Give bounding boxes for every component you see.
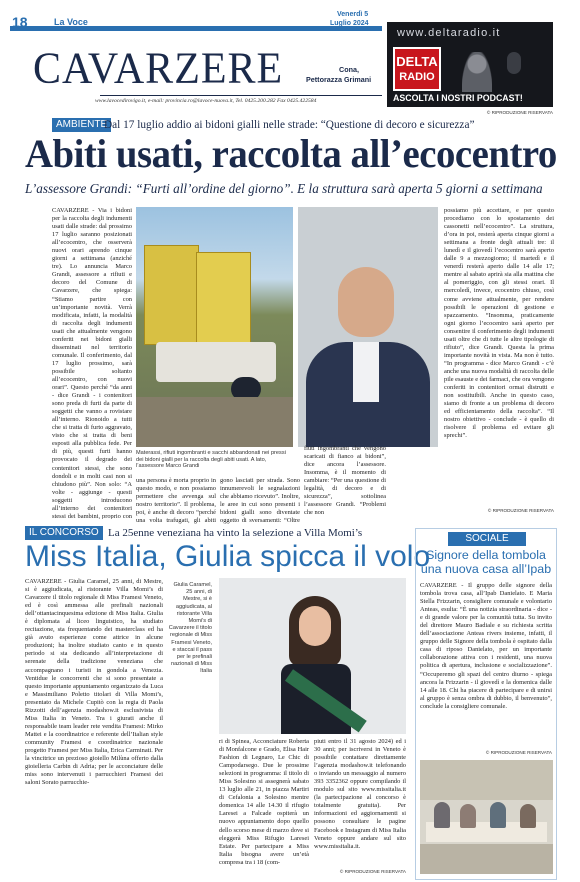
article2-copyright: © RIPRODUZIONE RISERVATA bbox=[339, 869, 406, 874]
town-name: CAVARZERE bbox=[33, 44, 284, 94]
tombola-photo bbox=[420, 760, 553, 874]
ad-credit: © RIPRODUZIONE RISERVATA bbox=[486, 110, 553, 115]
tombola-person-2 bbox=[460, 804, 476, 828]
tombola-wall bbox=[420, 760, 553, 800]
radio-ad[interactable] bbox=[387, 22, 553, 107]
article1-col2: una persona è morta proprio in questo modo, e non possiamo permettere che avvenga sul nostro territorio”. Il problema, poi, è anche di decoro “perché una volta trafugati, gli abiti bbox=[136, 477, 216, 525]
article2-tag: IL CONCORSO bbox=[25, 526, 103, 540]
person-silhouette-icon bbox=[462, 52, 492, 92]
tombola-person-4 bbox=[520, 804, 536, 828]
article1-kicker: Dal 17 luglio addio ai bidoni gialli nelle strade: “Questione di decoro e sicurezza” bbox=[104, 119, 475, 131]
miss-face bbox=[299, 606, 331, 646]
article3-copyright: © RIPRODUZIONE RISERVATA bbox=[485, 750, 552, 755]
article2-col1: CAVARZERE - Giulia Caramel, 25 anni, di Mestre, si è aggiudicata, al ristorante Villa Momi’s di Cavarzere il titolo regionale di Miss Framesi Veneto, ed è così ammessa alle prefinali nazionali dell’ottantacinquesima edizione di Miss Italia. Giulia è diplomata al liceo linguistico, ha studiato recitazione, sta frequentando dei masterclass ed ha già avuto esperienze come attrice in alcune produzioni; ha inoltre studiato canto e in questo periodo si sta dedicando all’interpretazione di serenate della tradizione veneziana che accompagnano i turisti in gondola a Venezia. Ventidue le concorrenti che si sono presentate a questo importante appuntamento organizzato da Luca e Massimiliano Poletto titolari di Villa Momi’s, presentato da Michele Cupitò con la regia di Paola Rizzotti dell’agenzia modashow.it esclusivista di Miss Italia in Veneto. Tra i giurati anche il responsabile team leader rete vendita Framesi: Mirko Mattei e la coordinatrice e referente dell’Italian style community Framesi e coordinatrice nazionale progetto Framesi per Miss Italia, Erica Carminati. Per la vincitrice un prezioso gioiello Milùna offerto dalla gioielleria Carbin di Adria; per le acconciature delle miss sono intervenuti i parrucchieri Framesi dei saloni Sorato parrucchie- bbox=[25, 578, 163, 787]
article3-tag: SOCIALE bbox=[448, 532, 526, 546]
assessor-head bbox=[338, 267, 394, 337]
article1-col1: CAVARZERE - Via i bidoni per la raccolta degli indumenti usati dalle strade: dal prossimo 17 luglio saranno posizionati all’ecocentro, che osserverà nuovi orari aprendo cinque giorni a settimana (anziché tre). Lo annuncia Marco Grandi, assessore a rifiuti e decoro del Comune di Cavarzere, che spiega: “Stiamo partire con un’importante novità. Verrà modificata, infatti, la modalità di raccolta degli indumenti usati che attualmente vengono conferiti nei bidoni gialli disseminati nel territorio comunale. Il conferimento, dal 17 luglio prossimo, sarà possibile soltanto all’ecocentro, con nuovi orari”. Questo perché “da anni - dice Grandi - i contenitori sono preda di furti da parte di soggetti che vanno a rovistare all’interno. Rionoido a tutti che si tratta di furto aggravato, visto che si tratta di beni esposti alla pubblica fede. Per di più, questi furti hanno provocato il degrado dei contenitori stessi, che sono dondoli e in molti casi non si chiudono più”. Non solo: “A volte - aggiunge - questi soggetti introducono all’interno dei contenitori stessi dei bambini, proprio con bbox=[52, 207, 132, 519]
tombola-person-3 bbox=[490, 802, 506, 828]
contacts-line: www.lavocedirovigo.it, e-mail: provincia.ro@lavoce-nuova.it, Tel. 0425.200.282 Fax 0425.422584 bbox=[95, 98, 317, 104]
date-month: Luglio 2024 bbox=[330, 20, 369, 27]
bins-photo-caption: Materassi, rifiuti ingombranti e sacchi abbandonati nei pressi dei bidoni gialli per la raccolta degli abiti usati. A lato, l’assessore Marco Grandi bbox=[136, 450, 286, 470]
assessor-shirt bbox=[353, 342, 379, 402]
delta-radio-logo: DELTA RADIO bbox=[393, 47, 441, 91]
assessor-photo bbox=[298, 207, 438, 447]
article2-title: Miss Italia, Giulia spicca il volo bbox=[25, 540, 431, 573]
article3-body: CAVARZERE - Il gruppo delle signore della tombola trova casa, all’Ipab Danielato. E Maria Stella Frizzarin, consigliere comunale e volontario Anteas, esulta: “È una notizia straordinaria - dice - e di grande valore per la comunità tutta. Su invito del direttore Mauro Badiale e su richiesta scritta dell’associazione Anteas rivers insieme, infatti, il gruppo delle Signore della tombola è ospitato dalla casa di riposo Danielato, per un importante collaborazione attiva con i residenti, una nuova politica di apertura, inclusione e socializzazione”. “Occuperemo gli spazi del centro diurno - spiega ancora la Frizzarin - il giovedì e la domenica dalle 14 alle 18. Chi ha piacere di partecipare e di unirsi al gruppo è senza ombra di dubbio, il benvenuto”, conclude la consigliere comunale. bbox=[420, 582, 552, 710]
miss-photo bbox=[219, 578, 406, 734]
article3-title: Signore della tombola una nuova casa all’Ipab bbox=[420, 548, 552, 577]
article1-copyright: © RIPRODUZIONE RISERVATA bbox=[487, 508, 554, 513]
article1-col4: fiuti ingombranti che vengono scaricati di fianco ai bidoni”, dice ancora l’assessore. Insomma, è il momento di cambiare: “Per una questione di legalità, di decoro e di sicurezza”, sottolinea l’assessore Grandi. “Problemi che non bbox=[304, 445, 386, 517]
date-day: Venerdì 5 bbox=[337, 11, 369, 18]
article2-col2: ri di Spinea, Acconciature Roberta di Monfalcone e Grado, Elisa Hair Fashion di Legnaro, Le Chic di Campodarsego. Due le prossime selezioni in programma: il titolo di Miss Solesino si assegnerà sabato 13 luglio alle 21, in piazza Martiri di Cefalonia a Solesino mentre domenica 14 alle 14.30 il rifugio Laresei a Falcade ospiterà un nuovo appuntamento dopo quello dello scorso mese di marzo dove si eleggerà Miss Rifugio Laresei Estate. Per partecipare a Miss Italia bisogna avere un’età compresa tra i 18 (com- bbox=[219, 738, 309, 866]
tombola-floor bbox=[420, 844, 553, 874]
article1-col5: possiamo più accettare, e per questo procediamo con lo spostamento dei cassonetti nell’ecocentro”. La struttura, d’ora in poi, resterà aperta cinque giorni a settimana a fronte degli attuali tre: il lunedì e il giovedì l’ecocentro sarà aperto dalle 9 a mezzogiorno; il martedì e il venerdì resterà aperto dalle 14 alle 17; mentre al sabato aprirà sia alla mattina che al pomeriggio, con gli stessi orari. Il mercoledì, invece, ecocentro chiuso, così come avviene attualmente, per rendere possibili le operazioni di gestione e spazzamento. “Insomma, praticamente ogni giorno l’ecocentro sarà aperto per consentire il conferimento degli indumenti usati oltre che di tutte le altre tipologie di rifiuto”, dice Grandi. Questa la prima importante novità in vista. Ma non è tutto. “In programma - dice Marco Grandi - c’è anche una nuova modalità di raccolta delle pile esauste e dei farmaci, che ora vengono conferiti in contenitori ormai distrutti e non sostituibili. Anche in questo caso, siamo di fronte a un problema di decoro ed efficientamento della raccolta”. “Il nostro obiettivo - conclude - è quello di risolvere il problema ed evitare gli sprechi”. bbox=[444, 207, 554, 440]
section-name: La Voce bbox=[54, 17, 88, 27]
ad-slogan: ASCOLTA I NOSTRI PODCAST! bbox=[393, 93, 523, 103]
tombola-person-1 bbox=[434, 802, 450, 828]
article1-col3: gono lasciati per strada. Sono innumerevoli le segnalazioni che abbiamo ricevuto”. Inoltre, le aree in cui sono presenti i bidoni gialli sono diventate oggetto di sversamenti: “Oltre bbox=[220, 477, 300, 525]
microphone-icon bbox=[507, 52, 521, 74]
mattress bbox=[156, 342, 276, 382]
bins-photo bbox=[136, 207, 293, 447]
header-rule bbox=[100, 95, 382, 96]
yellow-bin-left bbox=[144, 245, 199, 345]
miss-photo-caption: Giulia Caramel, 25 anni, di Mestre, si è aggiudicata, al ristorante Villa Momi’s di Cavarzere il titolo regionale di Miss Framesi Veneto, e staccai il pass per le prefinali nazionali di Miss Italia bbox=[168, 582, 212, 675]
article1-title: Abiti usati, raccolta all’ecocentro bbox=[25, 131, 557, 176]
article2-kicker: La 25enne veneziana ha vinto la selezione a Villa Momi’s bbox=[108, 527, 363, 539]
ad-url: www.deltaradio.it bbox=[397, 27, 501, 39]
ground bbox=[136, 397, 293, 447]
sub-town-1: Cona, bbox=[339, 65, 359, 74]
sub-town-2: Pettorazza Grimani bbox=[306, 75, 372, 84]
article2-col3: piuti entro il 31 agosto 2024) ed i 30 anni; per iscriversi in Veneto è possibile contattare direttamente l’agenzia modashow.it telefonando o inviando un messaggio al numero 393 3352362 oppure compilando il modulo sul sito www.missitalia.it (la partecipazione al concorso è totalmente gratuita). Per informazioni ed aggiornamenti si possono consultare le pagine Facebook e Instagram di Miss Italia Veneto oppure andare sul sito www.missitalia.it. bbox=[314, 738, 406, 850]
article1-tag: AMBIENTE bbox=[52, 118, 111, 132]
yellow-bin-right bbox=[196, 252, 251, 347]
page-number: 18 bbox=[12, 14, 28, 30]
article1-subtitle: L’assessore Grandi: “Furti all’ordine del giorno”. E la struttura sarà aperta 5 giorni a settimana bbox=[25, 181, 543, 196]
